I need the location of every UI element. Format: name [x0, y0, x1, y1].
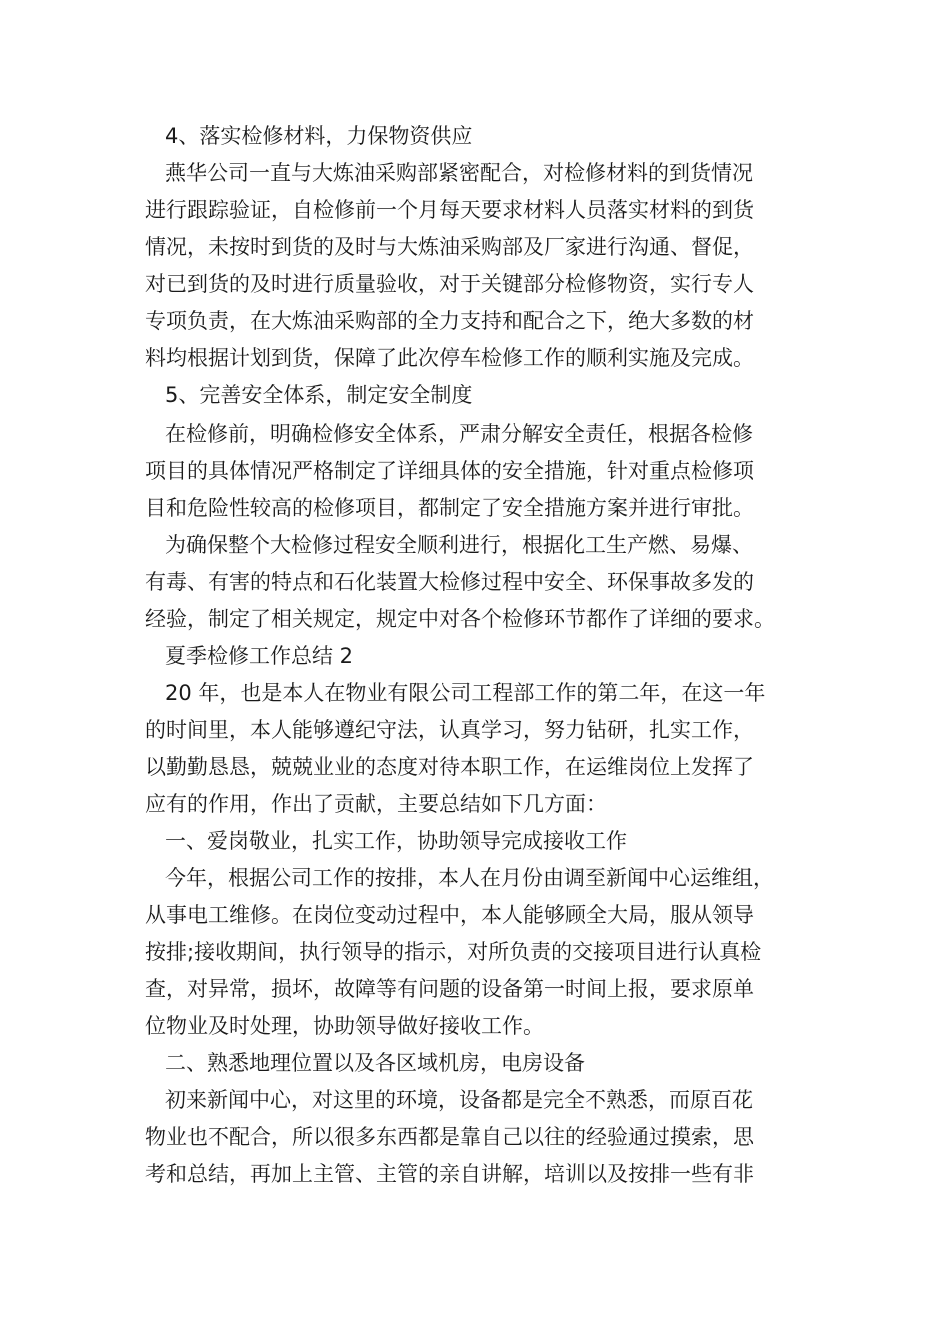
text-line: 从事电工维修。在岗位变动过程中，本人能够顾全大局，服从领导 [145, 903, 754, 927]
heading-text: 二、熟悉地理位置以及各区域机房，电房设备 [165, 1051, 585, 1075]
text-line: 项目的具体情况严格制定了详细具体的安全措施，针对重点检修项 [145, 459, 754, 483]
text-line: 20 年，也是本人在物业有限公司工程部工作的第二年，在这一年 [165, 681, 766, 705]
text-line: 初来新闻中心，对这里的环境，设备都是完全不熟悉，而原百花 [165, 1088, 753, 1112]
text-line: 情况，未按时到货的及时与大炼油采购部及厂家进行沟通、督促， [145, 235, 754, 259]
text-line: 为确保整个大检修过程安全顺利进行，根据化工生产燃、易爆、 [165, 533, 753, 557]
text-line: 有毒、有害的特点和石化装置大检修过程中安全、环保事故多发的 [145, 570, 754, 594]
text-line: 专项负责，在大炼油采购部的全力支持和配合之下，绝大多数的材 [145, 309, 754, 333]
text-line: 的时间里，本人能够遵纪守法，认真学习，努力钻研，扎实工作， [145, 718, 754, 742]
text-line: 燕华公司一直与大炼油采购部紧密配合，对检修材料的到货情况 [165, 161, 753, 185]
text-line: 经验，制定了相关规定，规定中对各个检修环节都作了详细的要求。 [145, 607, 775, 631]
text-line: 在检修前，明确检修安全体系，严肃分解安全责任，根据各检修 [165, 422, 753, 446]
text-line: 目和危险性较高的检修项目，都制定了安全措施方案并进行审批。 [145, 496, 754, 520]
text-line: 今年，根据公司工作的按排，本人在月份由调至新闻中心运维组， [165, 866, 774, 890]
text-line: 进行跟踪验证，自检修前一个月每天要求材料人员落实材料的到货 [145, 198, 754, 222]
heading-text: 一、爱岗敬业，扎实工作，协助领导完成接收工作 [165, 829, 627, 853]
text-line: 以勤勤恳恳，兢兢业业的态度对待本职工作，在运维岗位上发挥了 [145, 755, 754, 779]
text-line: 物业也不配合，所以很多东西都是靠自己以往的经验通过摸索，思 [145, 1125, 754, 1149]
text-line: 查，对异常，损坏，故障等有问题的设备第一时间上报，要求原单 [145, 977, 754, 1001]
title-text: 夏季检修工作总结 2 [165, 644, 354, 668]
text-line: 对已到货的及时进行质量验收，对于关键部分检修物资，实行专人 [145, 272, 754, 296]
heading-text: 4、落实检修材料，力保物资供应 [165, 124, 473, 148]
text-line: 料均根据计划到货，保障了此次停车检修工作的顺利实施及完成。 [145, 346, 754, 370]
text-line: 应有的作用，作出了贡献，主要总结如下几方面： [145, 792, 607, 816]
text-line: 位物业及时处理，协助领导做好接收工作。 [145, 1014, 544, 1038]
text-line: 考和总结，再加上主管、主管的亲自讲解，培训以及按排一些有非 [145, 1162, 754, 1186]
text-line: 按排;接收期间，执行领导的指示，对所负责的交接项目进行认真检 [145, 940, 762, 964]
heading-text: 5、完善安全体系，制定安全制度 [165, 383, 473, 407]
